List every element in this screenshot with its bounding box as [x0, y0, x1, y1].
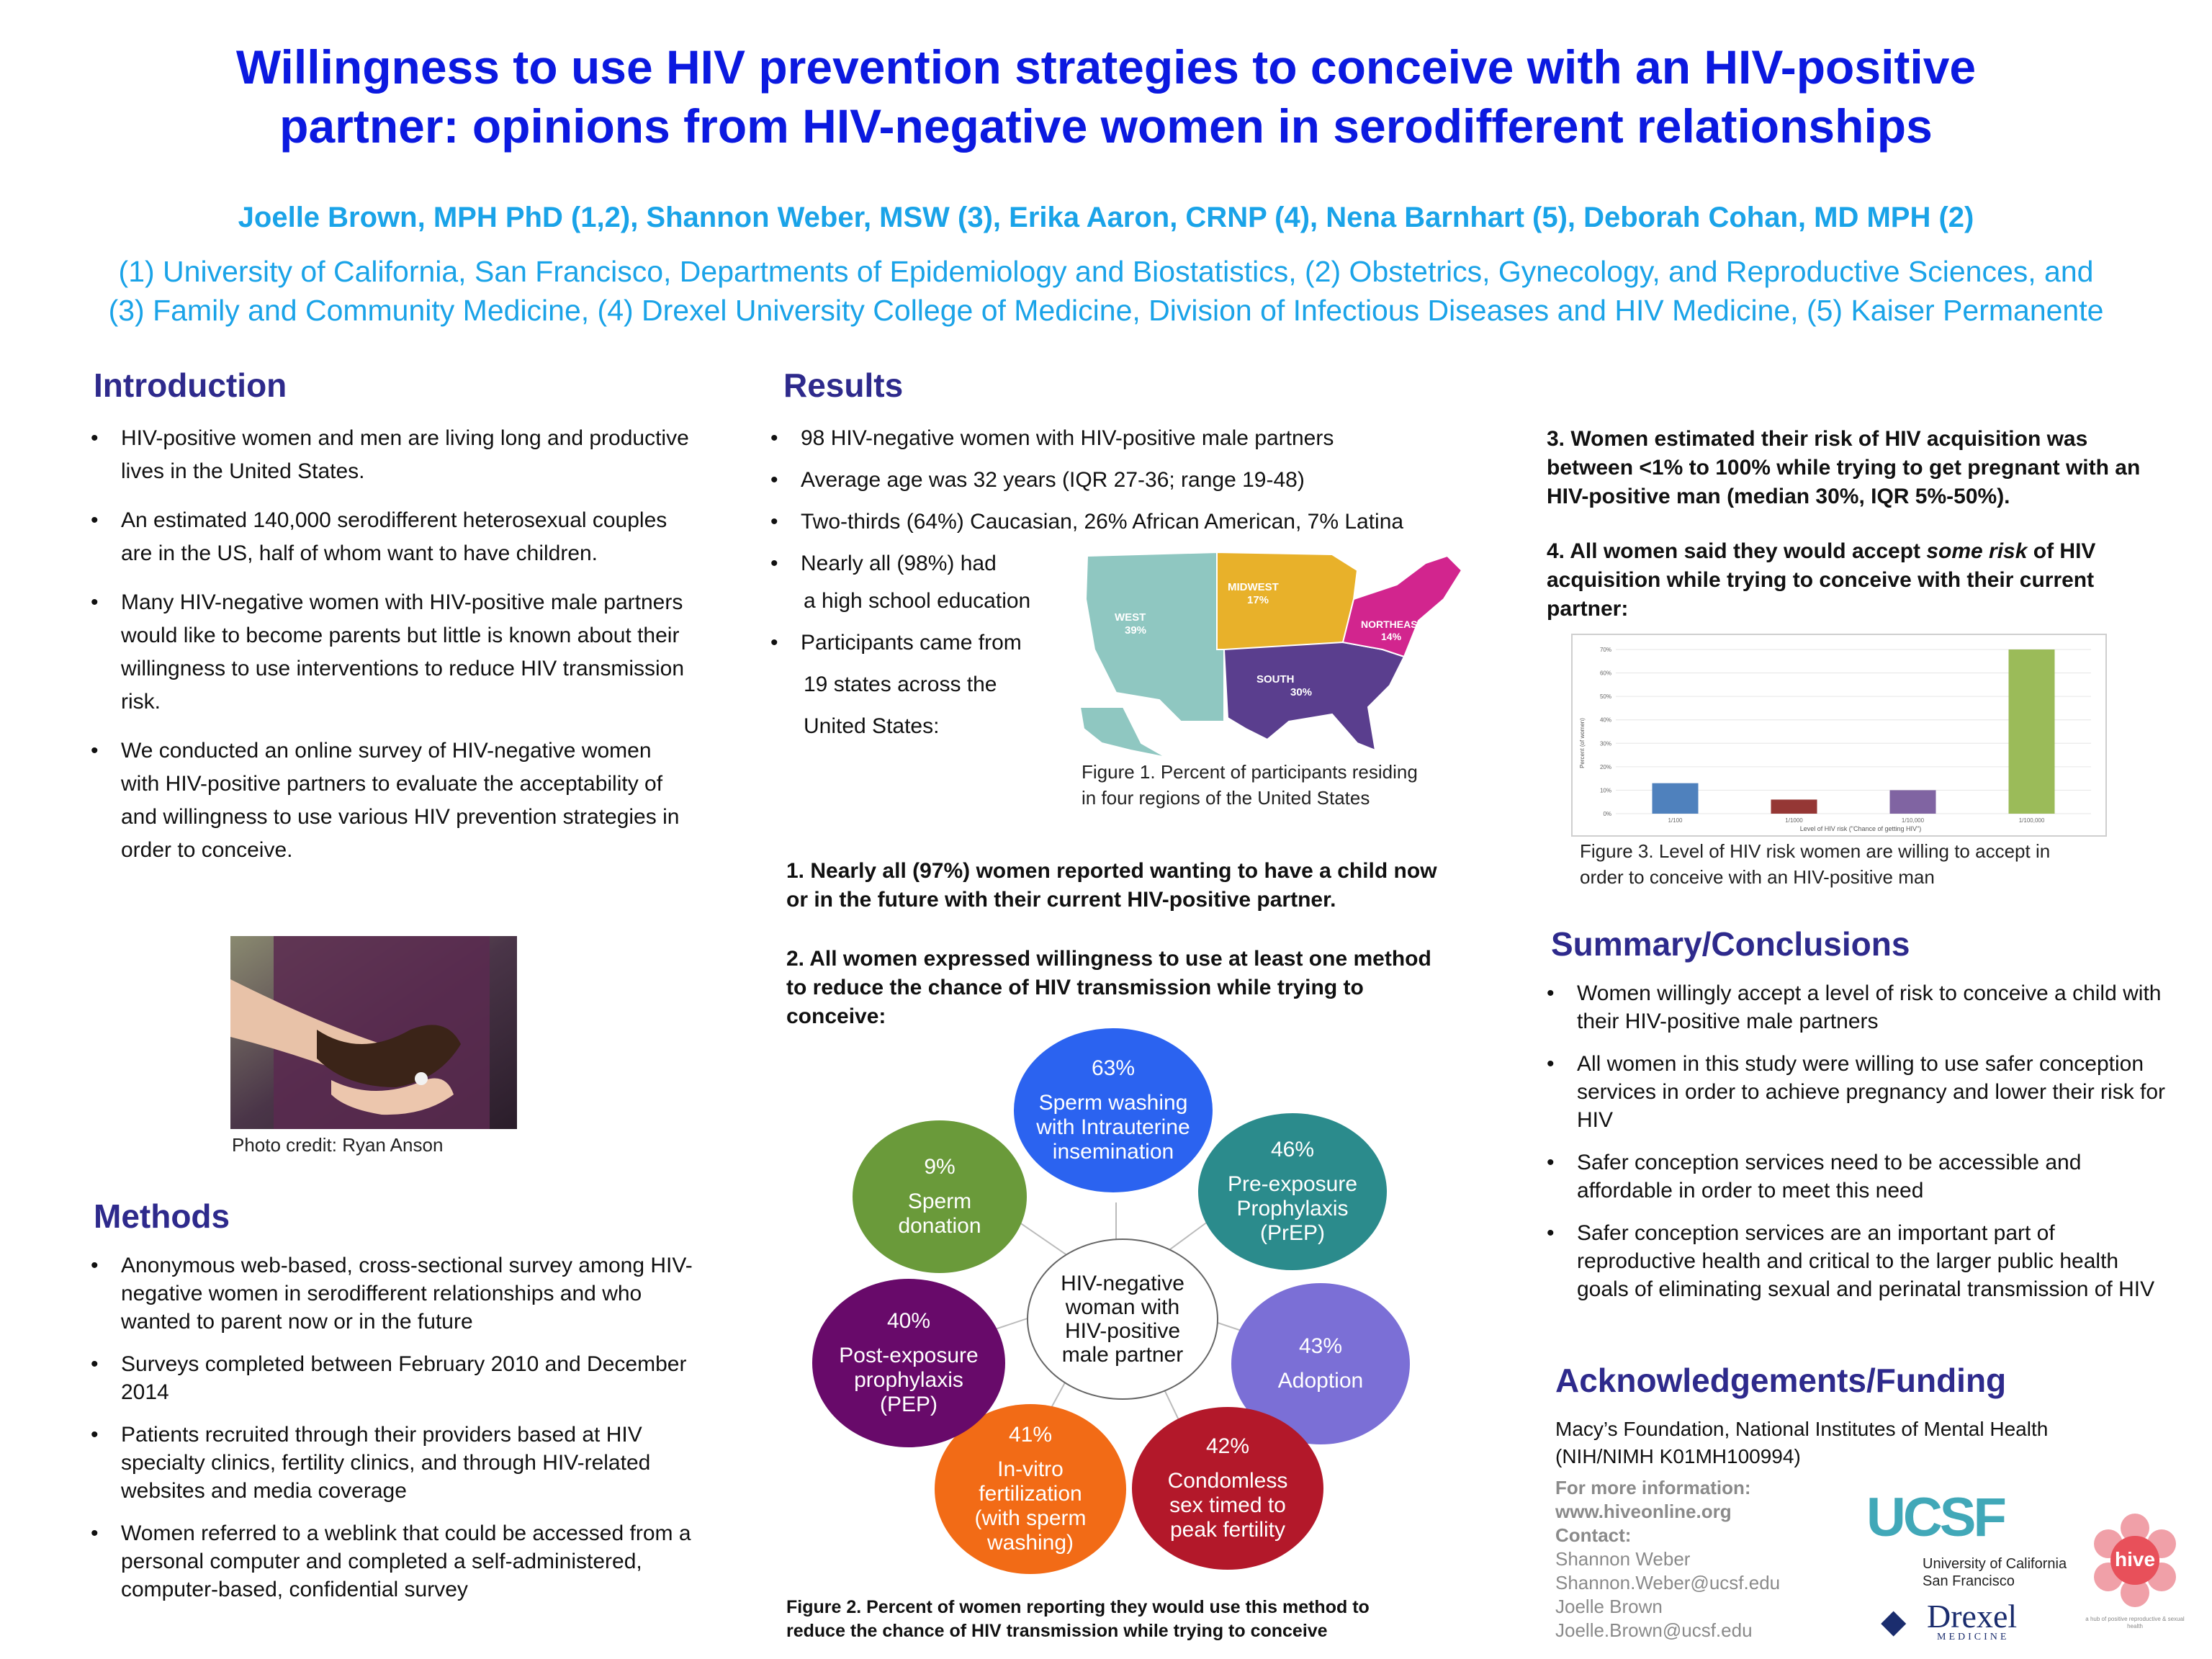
- circle-pct: 46%: [1270, 1138, 1315, 1161]
- circle-sperm-washing: [1014, 1028, 1213, 1192]
- figure3-caption-line-1: Figure 3. Level of HIV risk women are willing to accept in: [1580, 840, 2051, 862]
- list-item: • An estimated 140,000 serodifferent heterosexual couples are in the US, half of whom want to have children.: [91, 504, 696, 570]
- chart-ylabel: Percent (of women): [1579, 718, 1586, 768]
- map-region-midwest: [1217, 552, 1357, 649]
- more-info-label: For more information:: [1555, 1477, 1751, 1498]
- list-item: • We conducted an online survey of HIV-negative women with HIV-positive partners to evaluate the acceptability of and willingness to use various HIV prevention strategies in order to conceive.: [91, 734, 696, 867]
- list-item: • HIV-positive women and men are living long and productive lives in the United States.: [91, 422, 696, 488]
- center-circle: HIV-negative woman with HIV-positive male partner: [1027, 1238, 1218, 1400]
- circle-pct: 40%: [886, 1309, 931, 1333]
- acknowledgements-text: [1555, 1416, 2048, 1470]
- chart-ytick-label: 60%: [1599, 670, 1611, 677]
- circle-label: Condomless sex timed to peak fertility: [1167, 1469, 1288, 1542]
- circle-label: Pre-exposure Prophylaxis (PrEP): [1227, 1172, 1358, 1245]
- circle-label: Post-exposure prophylaxis (PEP): [839, 1344, 979, 1416]
- map-northeast-pct: 14%: [1381, 631, 1402, 642]
- list-item: • Participants came from: [770, 626, 1419, 660]
- map-alaska: [1080, 707, 1166, 757]
- us-region-map: [1073, 541, 1476, 765]
- circle-prep: [1198, 1113, 1387, 1270]
- figure1-caption-line-1: Figure 1. Percent of participants residing: [1082, 761, 1418, 783]
- ucsf-logo-mark: UCSF: [1866, 1487, 2004, 1548]
- circle-pct: 41%: [1008, 1423, 1053, 1447]
- contact-email-1[interactable]: Shannon.Weber@ucsf.edu: [1555, 1572, 1781, 1593]
- website-link[interactable]: www.hiveonline.org: [1555, 1501, 1732, 1522]
- figure1-caption: [1082, 759, 1418, 811]
- circle-pct: 63%: [1091, 1056, 1136, 1080]
- chart-xlabel: Level of HIV risk ("Chance of getting HIV"): [1799, 825, 1922, 832]
- acknowledgements-heading: Acknowledgements/Funding: [1555, 1362, 2007, 1399]
- chart-bar: [1771, 799, 1817, 814]
- list-item: • Many HIV-negative women with HIV-positive male partners would like to become parents but little is known about their willingness to use interventions to reduce HIV transmission risk.: [91, 586, 696, 719]
- list-item: • Anonymous web-based, cross-sectional survey among HIV-negative women in serodifferent relationships and who wanted to parent now or in the future: [91, 1251, 703, 1336]
- list-item: • Nearly all (98%) had: [770, 547, 1419, 580]
- chart-ytick-label: 20%: [1599, 763, 1611, 770]
- introduction-heading: Introduction: [94, 367, 287, 404]
- list-item: • Average age was 32 years (IQR 27-36; range 19-48): [770, 464, 1419, 497]
- list-item: • Safer conception services are an important part of reproductive health and critical to the larger public health goals of eliminating sexual and perinatal transmission of HIV: [1547, 1219, 2166, 1303]
- bar-chart-svg: [1573, 635, 2105, 835]
- list-item: United States:: [804, 714, 940, 738]
- map-west-pct: 39%: [1125, 624, 1147, 637]
- chart-xtick-label: 1/100,000: [2018, 817, 2045, 824]
- title-line-1: Willingness to use HIV prevention strategies to conceive with an HIV-positive: [235, 40, 1977, 94]
- chart-ytick-label: 50%: [1599, 693, 1611, 701]
- circle-pep: [812, 1279, 1005, 1447]
- chart-xtick-label: 1/100: [1668, 817, 1683, 824]
- affiliations: [0, 252, 2212, 330]
- ucsf-logo: [1866, 1487, 2075, 1591]
- map-midwest-name: MIDWEST: [1228, 581, 1279, 593]
- figure2-caption: [786, 1596, 1370, 1643]
- list-item: • Women willingly accept a level of risk to conceive a child with their HIV-positive male partners: [1547, 979, 2166, 1035]
- hands-photo-illustration: [230, 936, 517, 1129]
- contact-name-1: Shannon Weber: [1555, 1548, 1691, 1570]
- introduction-list: [91, 422, 696, 883]
- figure3-caption: [1580, 838, 2050, 890]
- summary-heading: Summary/Conclusions: [1551, 925, 1910, 963]
- hive-logo: [2081, 1512, 2189, 1635]
- list-item: • All women in this study were willing to use safer conception services in order to achieve pregnancy and lower their risk for HIV: [1547, 1050, 2166, 1134]
- map-west-name: WEST: [1115, 611, 1146, 624]
- hive-tagline: a hub of positive reproductive & sexual health: [2085, 1616, 2185, 1629]
- map-region-west: [1086, 552, 1224, 721]
- poster-title: [0, 37, 2212, 156]
- contact-name-2: Joelle Brown: [1555, 1596, 1663, 1617]
- finding-2: 2. All women expressed willingness to use at least one method to reduce the chance of HIV transmission while trying to conceive:: [786, 947, 1431, 1028]
- list-item: • Surveys completed between February 2010 and December 2014: [91, 1350, 703, 1406]
- finding-4-part-a: 4. All women said they would accept: [1547, 539, 1927, 563]
- hands-photo: [230, 936, 517, 1129]
- figure2-caption-line-1: Figure 2. Percent of women reporting they would use this method to: [786, 1597, 1370, 1617]
- circle-label: Sperm washing with Intrauterine insemination: [1036, 1091, 1190, 1164]
- chart-ytick-label: 10%: [1599, 787, 1611, 794]
- methods-list: [91, 1251, 703, 1618]
- chart-ytick-label: 70%: [1599, 647, 1611, 653]
- author-list: Joelle Brown, MPH PhD (1,2), Shannon Weber, MSW (3), Erika Aaron, CRNP (4), Nena Barnhart (5), Deborah Cohan, MD MPH (2): [238, 202, 1974, 233]
- chart-bar: [1653, 783, 1699, 814]
- figure2-caption-line-2: reduce the chance of HIV transmission while trying to conceive: [786, 1621, 1328, 1641]
- affiliations-line-2: (3) Family and Community Medicine, (4) Drexel University College of Medicine, Division of Infectious Diseases and HIV Medicine, (5) Kaiser Permanente: [108, 294, 2104, 327]
- results-heading: Results: [783, 367, 904, 404]
- figure3-caption-line-2: order to conceive with an HIV-positive man: [1580, 866, 1935, 888]
- ucsf-line-1: University of California: [1923, 1556, 2067, 1572]
- circle-pct: 42%: [1205, 1434, 1250, 1458]
- us-map-graphic: [1073, 541, 1476, 765]
- list-item: • Safer conception services need to be accessible and affordable in order to meet this need: [1547, 1148, 2166, 1205]
- chart-ytick-label: 0%: [1603, 811, 1611, 817]
- finding-1: 1. Nearly all (97%) women reported wanting to have a child now or in the future with their current HIV-positive partner.: [786, 859, 1437, 912]
- ucsf-line-2: San Francisco: [1923, 1573, 2015, 1589]
- circle-sperm-donation: [853, 1120, 1027, 1273]
- title-line-2: partner: opinions from HIV-negative women in serodifferent relationships: [279, 99, 1933, 153]
- circle-timed-sex: [1132, 1407, 1323, 1570]
- finding-4-part-b: of HIV acquisition while trying to conceive with their current partner:: [1547, 539, 2096, 621]
- chart-bar: [2009, 649, 2055, 814]
- chart-ytick-label: 30%: [1599, 740, 1611, 747]
- list-item: • 98 HIV-negative women with HIV-positive male partners: [770, 422, 1419, 455]
- affiliations-line-1: (1) University of California, San Francisco, Departments of Epidemiology and Biostatistics, (2) Obstetrics, Gynecology, and Reproductive Sciences, and: [118, 255, 2094, 288]
- list-item: • Patients recruited through their providers based at HIV specialty clinics, fertility clinics, and through HIV-related websites and media coverage: [91, 1421, 703, 1505]
- acknowledgements-line-1: Macy’s Foundation, National Institutes of Mental Health: [1555, 1418, 2049, 1440]
- drexel-wordmark: Drexel: [1927, 1598, 2018, 1635]
- finding-4: [1547, 537, 2173, 624]
- map-region-south: [1224, 642, 1404, 750]
- map-midwest-pct: 17%: [1247, 594, 1269, 606]
- drexel-subtext: MEDICINE: [1937, 1632, 2010, 1642]
- map-south-pct: 30%: [1290, 686, 1313, 698]
- map-region-northeast: [1343, 556, 1462, 657]
- list-item: a high school education: [804, 589, 1031, 613]
- acknowledgements-line-2: (NIH/NIMH K01MH100994): [1555, 1445, 1801, 1467]
- contact-block: [1555, 1476, 1780, 1642]
- finding-3: 3. Women estimated their risk of HIV acquisition was between <1% to 100% while trying to get pregnant with an HIV-positive man (median 30%, IQR 5%-50%).: [1547, 427, 2141, 508]
- methods-heading: Methods: [94, 1197, 230, 1235]
- map-northeast-name: NORTHEAST: [1361, 619, 1424, 630]
- list-item: • Women referred to a weblink that could be accessed from a personal computer and completed a self-administered, computer-based, confidential survey: [91, 1519, 703, 1604]
- contact-email-2[interactable]: Joelle.Brown@ucsf.edu: [1555, 1619, 1753, 1641]
- chart-bar: [1890, 790, 1936, 814]
- ucsf-logo-text: [1923, 1555, 2067, 1590]
- map-south-name: SOUTH: [1256, 673, 1295, 685]
- list-item: • Two-thirds (64%) Caucasian, 26% African American, 7% Latina: [770, 505, 1434, 539]
- hive-wordmark: hive: [2115, 1548, 2156, 1570]
- circle-pct: 43%: [1298, 1334, 1343, 1358]
- circle-label: Adoption: [1277, 1369, 1364, 1393]
- finding-4-emphasis: some risk: [1926, 539, 2028, 563]
- figure1-caption-line-2: in four regions of the United States: [1082, 787, 1370, 809]
- circle-label: Sperm donation: [898, 1190, 981, 1238]
- summary-list: [1547, 979, 2166, 1318]
- figure3-chart: [1571, 634, 2107, 837]
- circle-pct: 9%: [924, 1155, 956, 1179]
- chart-xtick-label: 1/1000: [1785, 817, 1803, 824]
- photo-credit: Photo credit: Ryan Anson: [232, 1134, 444, 1156]
- contact-label: Contact:: [1555, 1524, 1632, 1546]
- drexel-logo: [1881, 1597, 2039, 1643]
- drexel-dragon-icon: ◆: [1881, 1602, 1907, 1640]
- circle-label: In-vitro fertilization (with sperm washing): [974, 1457, 1087, 1555]
- chart-xtick-label: 1/10,000: [1901, 817, 1925, 824]
- list-item: 19 states across the: [804, 673, 997, 696]
- chart-ytick-label: 40%: [1599, 716, 1611, 724]
